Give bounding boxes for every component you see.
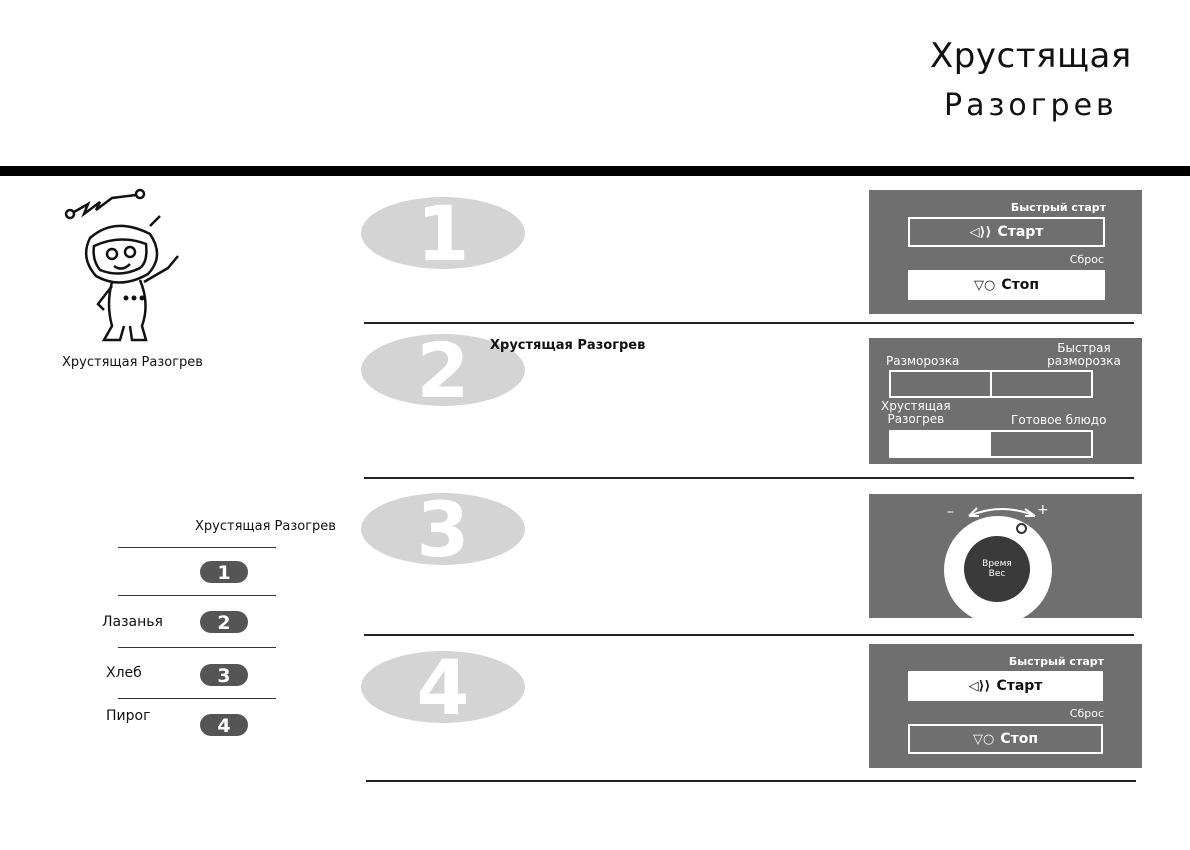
defrost-button-group (889, 370, 1093, 398)
legend-label-bread: Хлеб (106, 665, 142, 681)
legend-badge-2 (200, 611, 248, 633)
plus-label: + (1037, 502, 1049, 518)
legend-divider (118, 595, 276, 596)
legend-divider (118, 647, 276, 648)
crisp-reheat-button[interactable] (891, 432, 991, 456)
step-3-badge (360, 492, 526, 566)
start-button-label: Старт (997, 224, 1044, 240)
start-icon: ◁⟩⟩ (968, 678, 991, 694)
defrost-label: Разморозка (886, 354, 960, 368)
crisp-line2: Разогрев (887, 412, 945, 426)
step-divider (364, 322, 1134, 324)
legend-badge-number: 4 (217, 715, 231, 736)
quick-start-label: Быстрый старт (1010, 201, 1106, 214)
legend-badge-1 (200, 561, 248, 583)
step-4-badge (360, 650, 526, 724)
page-title: Хрустящая (930, 36, 1132, 76)
start-button[interactable] (908, 217, 1105, 247)
page-subtitle: Разогрев (944, 88, 1118, 123)
legend-badge-4 (200, 714, 248, 736)
mascot-caption: Хрустящая Разогрев (62, 355, 203, 370)
crisp-button-group (889, 430, 1093, 458)
dial-indicator-icon (1016, 523, 1027, 534)
stop-button-label: Стоп (1000, 731, 1039, 747)
dial-knob[interactable] (964, 536, 1030, 602)
dial-weight-label: Вес (988, 569, 1006, 579)
quick-defrost-line1: Быстрая (1057, 341, 1111, 355)
control-panel-start-stop-2 (869, 644, 1142, 768)
legend-badge-number: 2 (217, 612, 231, 633)
step-number: 3 (416, 492, 470, 566)
header-divider-bar (0, 166, 1190, 176)
ready-meal-label: Готовое блюдо (1011, 413, 1107, 427)
stop-icon: ▽○ (973, 277, 996, 293)
quick-start-label: Быстрый старт (1008, 655, 1104, 668)
start-button-label: Старт (996, 678, 1043, 694)
legend-label-lasagna: Лазанья (102, 614, 163, 630)
quick-defrost-label (1029, 342, 1139, 368)
control-panel-start-stop (869, 190, 1142, 314)
step-divider (364, 634, 1134, 636)
step-1-badge (360, 196, 526, 270)
quick-defrost-button[interactable] (992, 372, 1091, 396)
legend-label-pie: Пирог (106, 708, 151, 724)
start-icon: ◁⟩⟩ (969, 224, 992, 240)
control-panel-modes (869, 338, 1142, 464)
legend-badge-number: 1 (217, 562, 231, 583)
stop-button[interactable] (908, 270, 1105, 300)
stop-icon: ▽○ (972, 731, 995, 747)
step-divider (366, 780, 1136, 782)
minus-label: – (947, 504, 954, 520)
crisp-line1: Хрустящая (881, 399, 951, 413)
start-button[interactable] (908, 671, 1103, 701)
step-number: 1 (416, 196, 470, 270)
legend-badge-number: 3 (217, 665, 231, 686)
ready-meal-button[interactable] (991, 432, 1091, 456)
defrost-button[interactable] (891, 372, 992, 396)
step-number: 4 (416, 650, 470, 724)
step-divider (364, 477, 1134, 479)
reset-label: Сброс (1069, 253, 1104, 266)
reset-label: Сброс (1069, 707, 1104, 720)
mascot-illustration (60, 186, 190, 346)
stop-button-label: Стоп (1001, 277, 1040, 293)
legend-divider (118, 547, 276, 548)
legend-badge-3 (200, 664, 248, 686)
quick-defrost-line2: разморозка (1047, 354, 1121, 368)
dial-time-label: Время (982, 559, 1012, 569)
legend-divider (118, 698, 276, 699)
step-number: 2 (416, 333, 470, 407)
step-2-text: Хрустящая Разогрев (490, 338, 646, 353)
crisp-label (881, 400, 951, 426)
control-panel-dial (869, 494, 1142, 618)
legend-heading: Хрустящая Разогрев (195, 519, 336, 534)
stop-button[interactable] (908, 724, 1103, 754)
